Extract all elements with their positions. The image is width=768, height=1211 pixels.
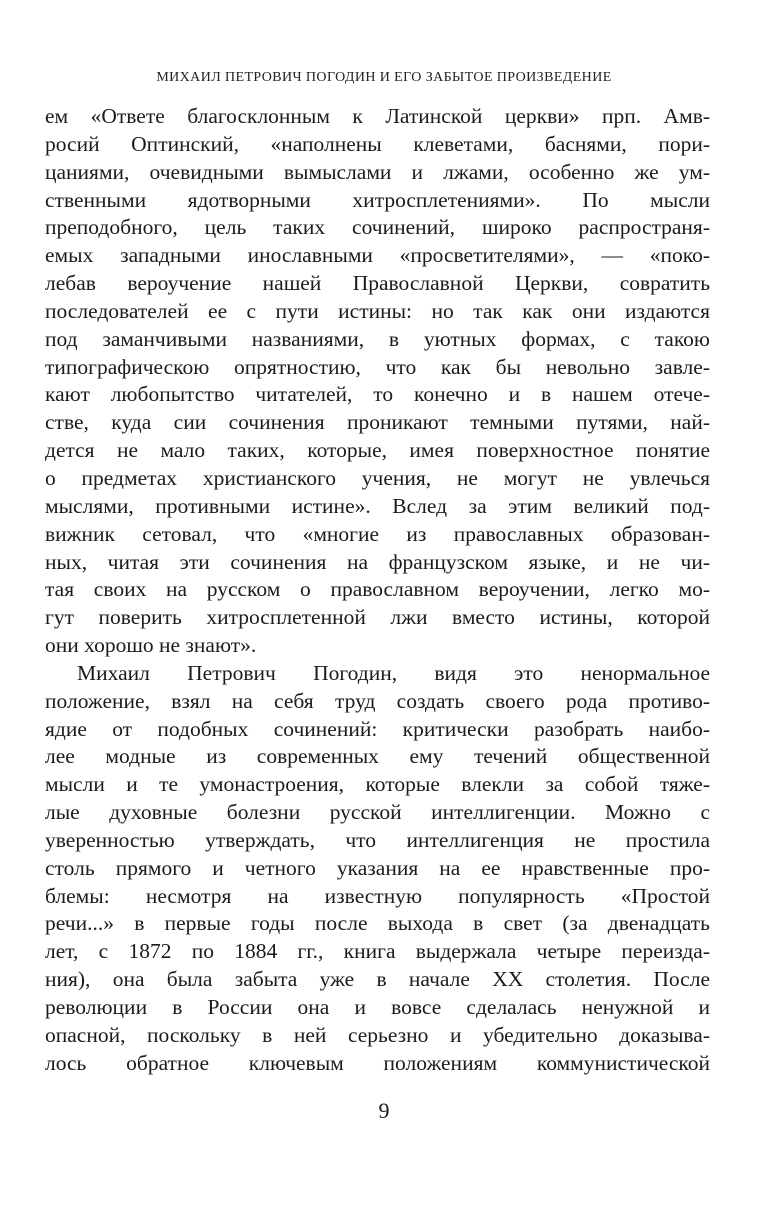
- text-line: ственными ядотворными хитросплетениями». По мысли: [45, 187, 710, 212]
- page-body: [45, 103, 710, 1078]
- text-line: вижник сетовал, что «многие из православных образован-: [45, 521, 710, 546]
- text-line: гут поверить хитросплетенной лжи вместо истины, которой: [45, 605, 710, 630]
- text-line: Михаил Петрович Погодин, видя это ненормальное: [77, 660, 710, 685]
- text-line: лее модные из современных ему течений общественной: [45, 744, 710, 769]
- running-header: МИХАИЛ ПЕТРОВИЧ ПОГОДИН И ЕГО ЗАБЫТОЕ ПРОИЗВЕДЕНИЕ: [156, 70, 612, 85]
- text-line: столь прямого и четного указания на ее нравственные про-: [45, 855, 710, 880]
- text-line: последователей ее с пути истины: но так как они издаются: [45, 298, 710, 323]
- text-line: революции в России она и вовсе сделалась ненужной и: [45, 995, 710, 1019]
- text-line: преподобного, цель таких сочинений, широко распространя-: [45, 215, 710, 240]
- text-line: ных, читая эти сочинения на французском языке, и не чи-: [45, 549, 710, 574]
- text-line: лет, с 1872 по 1884 гг., книга выдержала четыре переизда-: [45, 939, 710, 964]
- text-line: лось обратное ключевым положениям коммунистической: [45, 1050, 710, 1075]
- text-line: ядие от подобных сочинений: критически разобрать наибо-: [45, 716, 710, 741]
- text-line: опасной, поскольку в ней серьезно и убедительно доказыва-: [45, 1022, 710, 1047]
- paragraph: [45, 103, 710, 660]
- page-number: 9: [378, 1098, 390, 1123]
- text-line: емых западными инославными «просветителями», — «поко-: [45, 243, 710, 268]
- text-line: лебав вероучение нашей Православной Церкви, совратить: [45, 271, 710, 296]
- paragraph: [45, 660, 710, 1078]
- text-line: кают любопытство читателей, то конечно и в нашем отече-: [45, 382, 710, 407]
- text-line: мысли и те умонастроения, которые влекли за собой тяже-: [45, 772, 710, 797]
- text-line: лые духовные болезни русской интеллигенции. Можно с: [45, 800, 710, 825]
- text-line: положение, взял на себя труд создать своего рода противо-: [45, 688, 710, 713]
- text-line: под заманчивыми названиями, в уютных формах, с такою: [45, 326, 710, 351]
- text-line: стве, куда сии сочинения проникают темными путями, най-: [45, 410, 710, 435]
- text-line: тая своих на русском о православном вероучении, легко мо-: [45, 577, 710, 602]
- text-line: ем «Ответе благосклонным к Латинской церкви» прп. Амв-: [45, 104, 710, 128]
- text-line: ния), она была забыта уже в начале XX столетия. После: [45, 967, 710, 992]
- text-line: росий Оптинский, «наполнены клеветами, баснями, пори-: [45, 131, 710, 156]
- text-line: дется не мало таких, которые, имея поверхностное понятие: [45, 438, 710, 463]
- text-line: речи...» в первые годы после выхода в свет (за двенадцать: [45, 911, 710, 936]
- text-line: типографическою опрятностию, что как бы невольно завле-: [45, 354, 710, 379]
- text-line: уверенностью утверждать, что интеллигенция не простила: [45, 827, 710, 852]
- text-line: цаниями, очевидными вымыслами и лжами, особенно же ум-: [45, 159, 710, 184]
- text-line: они хорошо не знают».: [45, 633, 257, 658]
- text-line: блемы: несмотря на известную популярность «Простой: [45, 883, 710, 908]
- text-line: о предметах христианского учения, не могут не увлечься: [45, 465, 710, 490]
- text-line: мыслями, противными истине». Вслед за этим великий под-: [45, 493, 710, 518]
